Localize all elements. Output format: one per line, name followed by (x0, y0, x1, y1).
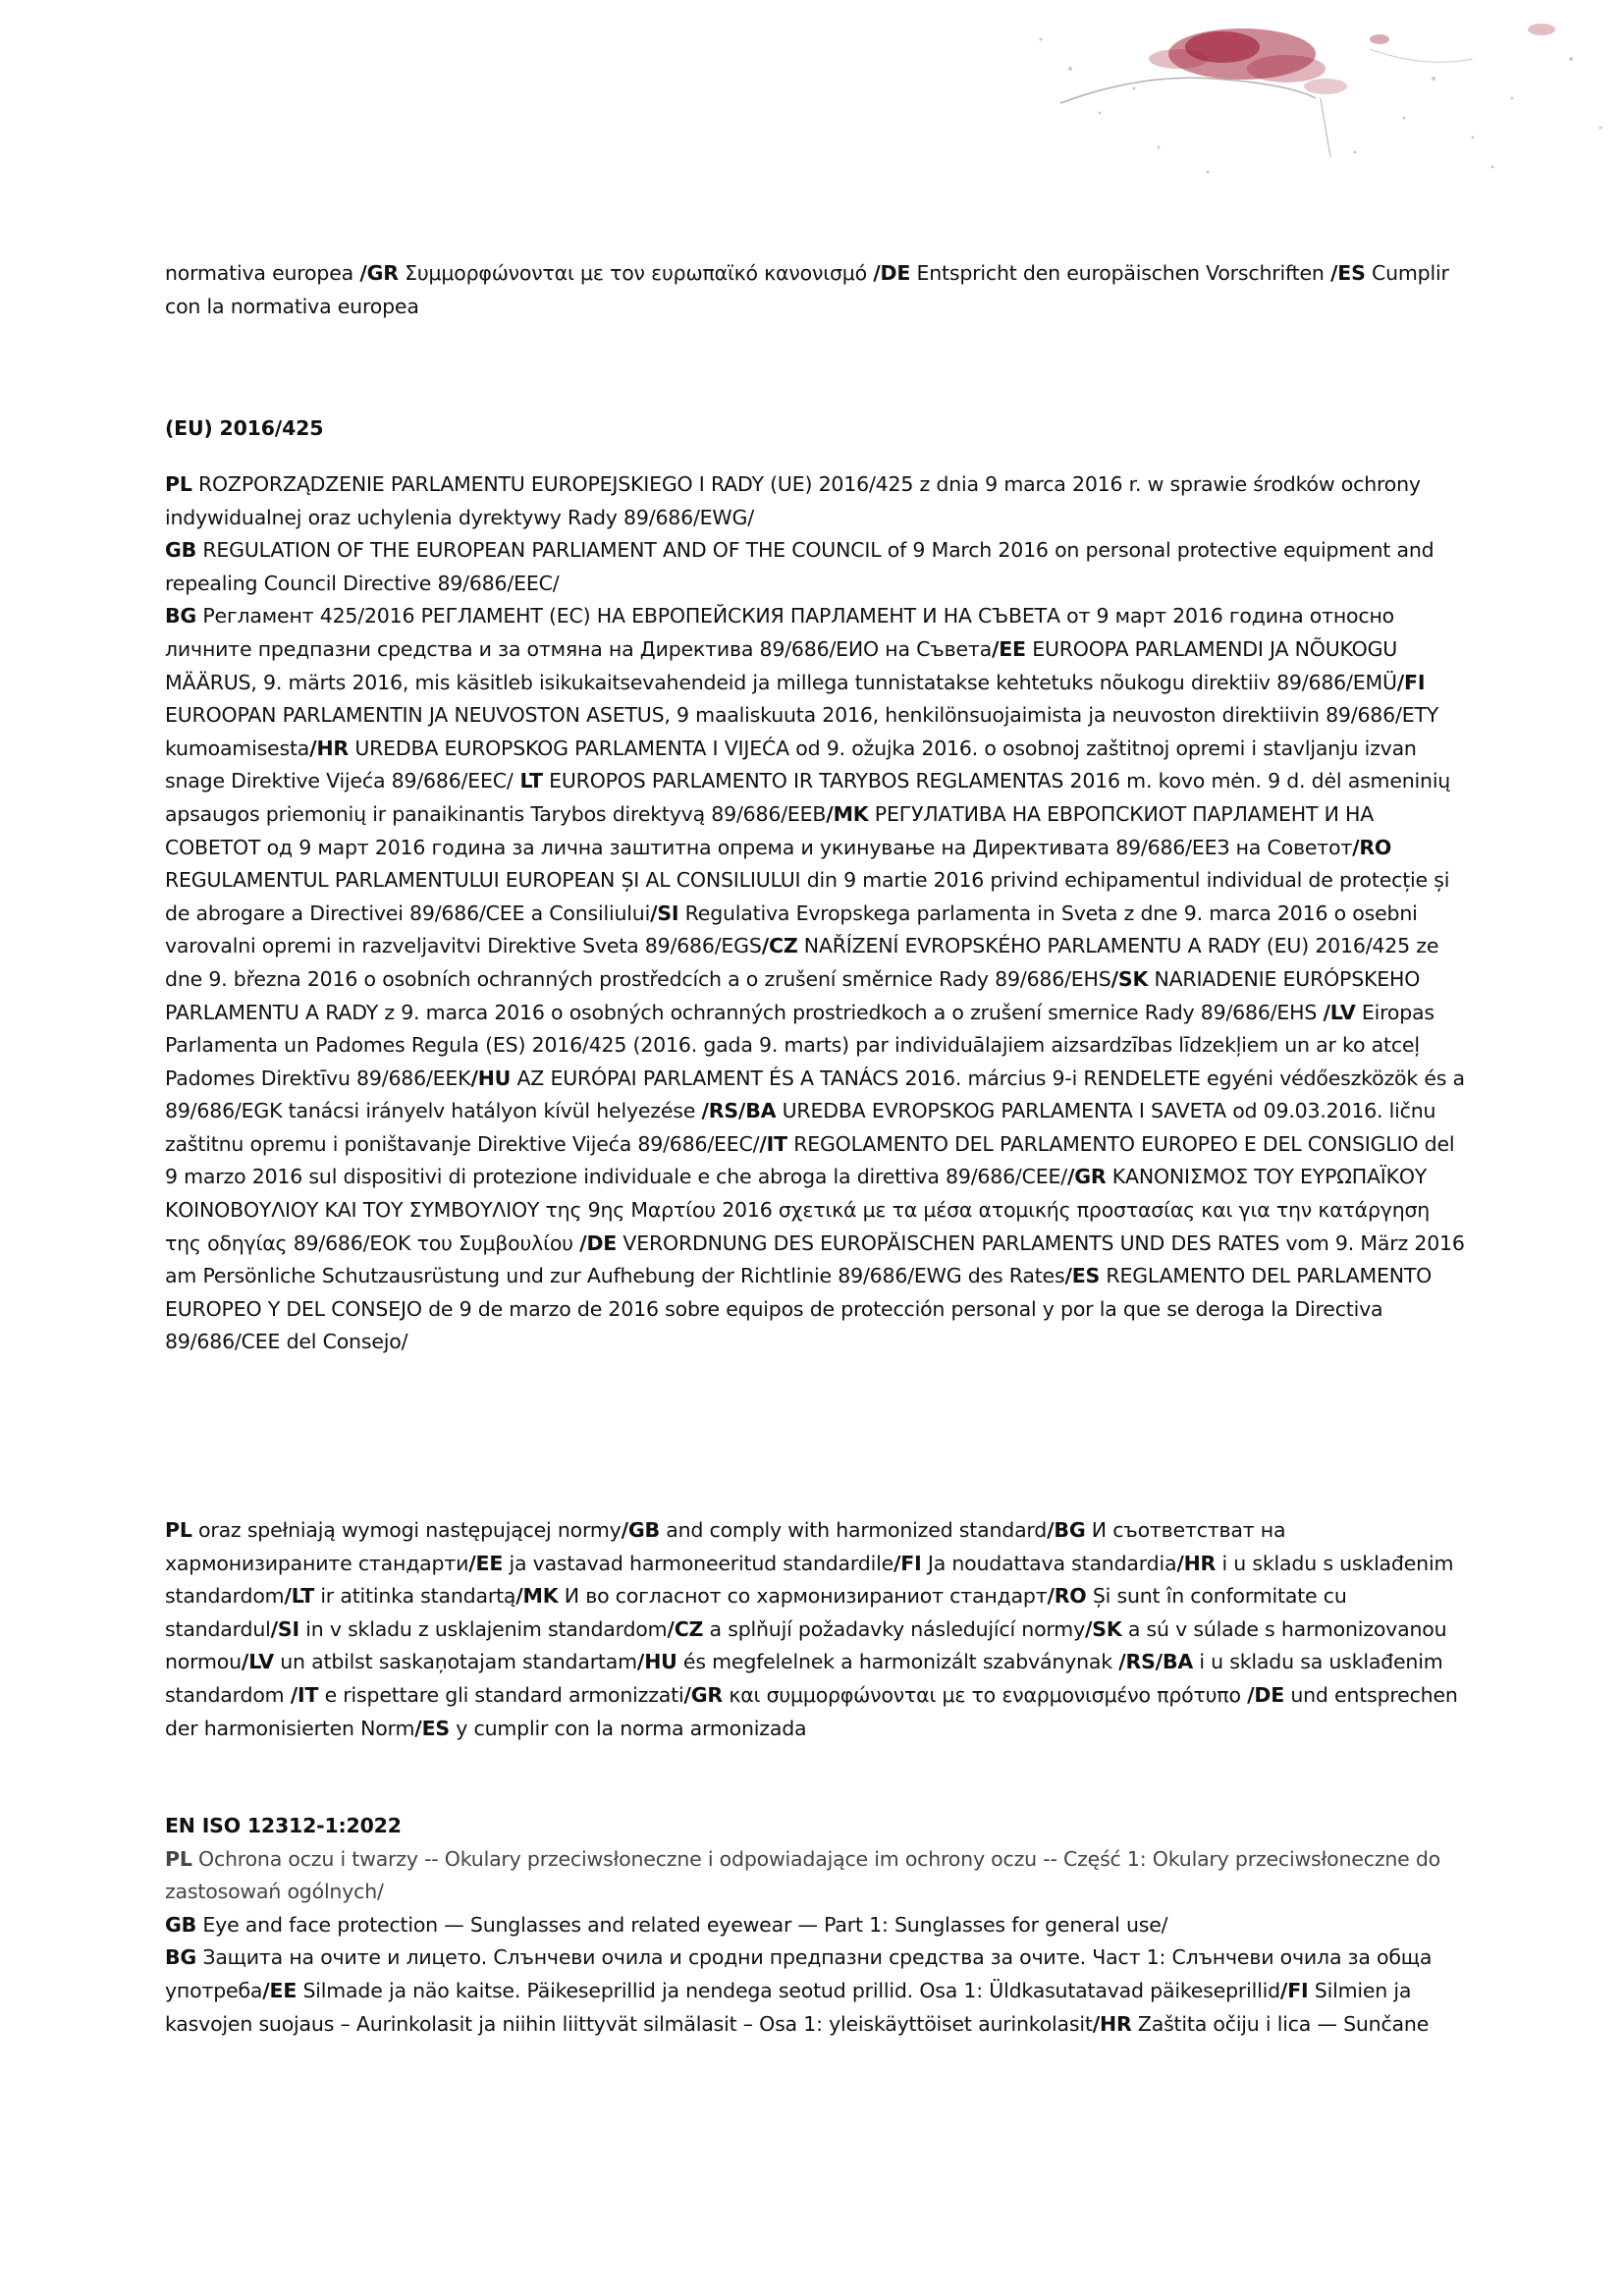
regulation-translation: /RS/BA UREDBA EVROPSKOG PARLAMENTA I SAVETA od 09.03.2016. ličnu zaštitnu opremu i poništavanje Direktive Vijeća 89/686/EEC/ (165, 1099, 1436, 1156)
regulation-id: (EU) 2016/425 (165, 416, 324, 440)
regulation-translation: /DE VERORDNUNG DES EUROPÄISCHEN PARLAMENTS UND DES RATES vom 9. März 2016 am Persönliche Schutzausrüstung und zur Aufhebung der Richtlinie 89/686/EWG des Rates (165, 1230, 1465, 1288)
harmonized-segment: /RS/BA i u skladu sa usklađenim standardom (165, 1650, 1443, 1707)
intro-paragraph (165, 257, 1471, 323)
harmonized-segment: /CZ a splňují požadavky následující normy (667, 1616, 1085, 1641)
standard-translation: GB Eye and face protection — Sunglasses and related eyewear — Part 1: Sunglasses for general use/ (165, 1912, 1168, 1937)
regulation-translation: BG Регламент 425/2016 РЕГЛАМЕНТ (ЕС) НА ЕВРОПЕЙСКИЯ ПАРЛАМЕНТ И НА СЪВЕТА от 9 март 2016 година относно личните предпазни средства и за отмяна на Директива 89/686/ЕИО на Съвета (165, 604, 1394, 661)
harmonized-segment: /RO Și sunt în conformitate cu standardul (165, 1584, 1347, 1641)
intro-segment: /GR Συμμορφώνονται με τον ευρωπαϊκό κανονισμό (359, 261, 874, 285)
regulation-translation: /LV Eiropas Parlamenta un Padomes Regula (ES) 2016/425 (2016. gada 9. marts) par individuālajiem aizsardzības līdzekļiem un ar ko atceļ Padomes Direktīvu 89/686/EEK (165, 1000, 1435, 1090)
intro-segment: normativa europea (165, 261, 360, 285)
standard-translation: /FI Silmien ja kasvojen suojaus – Aurinkolasit ja niihin liittyvät silmälasit – Osa 1: yleiskäyttöiset aurinkolasit (165, 1978, 1412, 2036)
harmonized-segment: /SK a sú v súlade s harmonizovanou normou (165, 1616, 1447, 1674)
harmonized-segment: /GB and comply with harmonized standard (621, 1518, 1048, 1542)
regulation-translation: /EE EUROOPA PARLAMENDI JA NÕUKOGU MÄÄRUS, 9. märts 2016, mis käsitleb isikukaitsevahendeid ja millega tunnistatakse kehtetuks nõukogu direktiiv 89/686/EMÜ (165, 636, 1398, 694)
harmonized-segment: /GR και συμμορφώνονται με το εναρμονισμένο πρότυπο (683, 1682, 1248, 1707)
regulation-translation: /CZ NAŘÍZENÍ EVROPSKÉHO PARLAMENTU A RADY (EU) 2016/425 ze dne 9. března 2016 o osobních ochranných prostředcích a o zrušení směrnice Rady 89/686/EHS (165, 934, 1439, 991)
harmonized-segment: /BG И съответстват на хармонизираните стандарти (165, 1518, 1286, 1575)
harmonized-segment: /SI in v skladu z usklajenim standardom (270, 1616, 668, 1641)
regulation-translation: /RO REGULAMENTUL PARLAMENTULUI EUROPEAN ȘI AL CONSILIULUI din 9 martie 2016 privind echipamentul individual de protecție și de abrogare a Directivei 89/686/CEE a Consiliului (165, 835, 1450, 925)
regulation-translation: /HR UREDBA EUROPSKOG PARLAMENTA I VIJEĆA od 9. ožujka 2016. o osobnoj zaštitnoj opremi i stavljanju izvan snage Direktive Vijeća 89/686/EEC/ (165, 736, 1417, 793)
harmonized-segment: /IT e rispettare gli standard armonizzati (290, 1682, 684, 1707)
standard-translation: /HR Zaštita očiju i lica — Sunčane (1092, 2011, 1430, 2036)
harmonized-segment: /LV un atbilst saskaņotajam standartam (241, 1650, 637, 1674)
harmonized-segment: /ES y cumplir con la norma armonizada (414, 1716, 807, 1740)
harmonized-segment: /LT ir atitinka standartą (284, 1584, 516, 1609)
standard-id: EN ISO 12312-1:2022 (165, 1814, 402, 1837)
regulation-translation: /MK РЕГУЛАТИВА НА ЕВРОПСКИОТ ПАРЛАМЕНТ И НА СОВЕТОТ од 9 март 2016 година за лична заштитна опрема и укинување на Директивата 89/686/ЕЕЗ на Советот (165, 801, 1375, 859)
regulation-translation: /SI Regulativa Evropskega parlamenta in Sveta z dne 9. marca 2016 o osebni varovalni opremi in razveljavitvi Direktive Sveta 89/686/EGS (165, 901, 1418, 958)
harmonized-segment: /HR i u skladu s usklađenim standardom (165, 1551, 1454, 1609)
harmonized-standard-paragraph (165, 1514, 1471, 1745)
regulation-translation: /GR ΚΑΝΟΝΙΣΜΟΣ ΤΟΥ ΕΥΡΩΠΑΪΚΟΥ ΚΟΙΝΟΒΟΥΛΙΟΥ ΚΑΙ ΤΟΥ ΣΥΜΒΟΥΛΙΟΥ της 9ης Μαρτίου 2016 σχετικά με τα μέσα ατομικής προστασίας και για την κατάργηση της οδηγίας 89/686/ΕΟΚ του Συμβουλίου (165, 1165, 1431, 1255)
regulation-translation: /HU AZ EURÓPAI PARLAMENT ÉS A TANÁCS 2016. március 9-i RENDELETE egyéni védőeszközök és a 89/686/EGK tanácsi irányelv hatályon kívül helyezése (165, 1066, 1465, 1123)
ink-stamp-smudge (0, 0, 1624, 255)
regulation-translation: /IT REGOLAMENTO DEL PARLAMENTO EUROPEO E DEL CONSIGLIO del 9 marzo 2016 sul dispositivi di protezione individuale e che abroga la direttiva 89/686/CEE/ (165, 1131, 1455, 1189)
regulation-translation: GB REGULATION OF THE EUROPEAN PARLIAMENT AND OF THE COUNCIL of 9 March 2016 on personal protective equipment and repealing Council Directive 89/686/EEC/ (165, 538, 1435, 595)
intro-segment: /ES Cumplir con la normativa europea (165, 261, 1449, 318)
regulation-translation: /SK NARIADENIE EURÓPSKEHO PARLAMENTU A RADY z 9. marca 2016 o osobných ochranných prostriedkoch a o zrušení smernice Rady 89/686/EHS (165, 966, 1421, 1024)
harmonized-segment: /HU és megfelelnek a harmonizált szabványnak (636, 1650, 1119, 1674)
regulation-translation: PL ROZPORZĄDZENIE PARLAMENTU EUROPEJSKIEGO I RADY (UE) 2016/425 z dnia 9 marca 2016 r. w sprawie środków ochrony indywidualnej oraz uchylenia dyrektywy Rady 89/686/EWG/ (165, 472, 1421, 529)
harmonized-segment: PL oraz spełniają wymogi następującej normy (165, 1518, 622, 1542)
regulation-translation: /ES REGLAMENTO DEL PARLAMENTO EUROPEO Y DEL CONSEJO de 9 de marzo de 2016 sobre equipos de protección personal y por la que se deroga la Directiva 89/686/CEE del Consejo/ (165, 1264, 1433, 1354)
standard-translation: BG Защита на очите и лицето. Слънчеви очила и сродни предпазни средства за очите. Част 1: Слънчеви очила за обща употреба (165, 1945, 1433, 2002)
harmonized-segment: /DE und entsprechen der harmonisierten Norm (165, 1682, 1458, 1740)
standard-translation: PL Ochrona oczu i twarzy -- Okulary przeciwsłoneczne i odpowiadające im ochrony oczu -- Część 1: Okulary przeciwsłoneczne do zastosowań ogólnych/ (165, 1846, 1441, 1904)
intro-segment: /DE Entspricht den europäischen Vorschriften (873, 261, 1330, 285)
standard-translation: /EE Silmade ja näo kaitse. Päikeseprillid ja nendega seotud prillid. Osa 1: Üldkasutatavad päikeseprillid (262, 1978, 1280, 2002)
regulation-translation: LT EUROPOS PARLAMENTO IR TARYBOS REGLAMENTAS 2016 m. kovo mėn. 9 d. dėl asmeninių apsaugos priemonių ir panaikinantis Tarybos direktyvą 89/686/EEB (165, 769, 1451, 826)
standard-section (165, 1810, 1471, 2041)
regulation-translations (165, 468, 1471, 1359)
harmonized-segment: /MK И во согласнот со хармонизираниот стандарт (515, 1584, 1048, 1609)
harmonized-segment: /FI Ja noudattava standardia (893, 1551, 1177, 1575)
harmonized-segment: /EE ja vastavad harmoneeritud standardile (468, 1551, 893, 1575)
regulation-translation: /FI EUROOPAN PARLAMENTIN JA NEUVOSTON ASETUS, 9 maaliskuuta 2016, henkilönsuojaimista ja neuvoston direktiivin 89/686/ETY kumoamisesta (165, 670, 1439, 760)
